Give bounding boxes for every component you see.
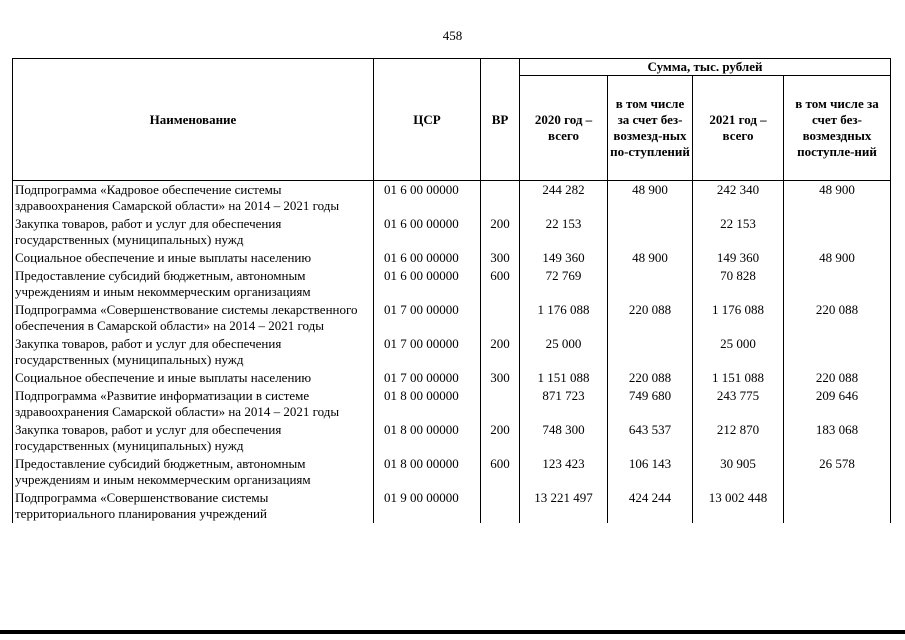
- row-free-2020: 106 143: [608, 455, 693, 489]
- row-name: Закупка товаров, работ и услуг для обеспечения государственных (муниципальных) нужд: [13, 335, 374, 369]
- table-body: [13, 181, 891, 524]
- row-total-2021: 70 828: [693, 267, 784, 301]
- row-total-2021: 22 153: [693, 215, 784, 249]
- row-csr: 01 6 00 00000: [374, 249, 481, 267]
- row-free-2021: 220 088: [784, 301, 891, 335]
- row-total-2020: 149 360: [520, 249, 608, 267]
- row-name: Подпрограмма «Развитие информатизации в системе здравоохранения Самарской области» на 2014 – 2021 годы: [13, 387, 374, 421]
- row-vr: 600: [481, 267, 520, 301]
- row-total-2020: 123 423: [520, 455, 608, 489]
- row-total-2020: 871 723: [520, 387, 608, 421]
- row-csr: 01 7 00 00000: [374, 369, 481, 387]
- table-row: [13, 489, 891, 523]
- row-vr: 600: [481, 455, 520, 489]
- row-free-2020: [608, 335, 693, 369]
- bottom-rule: [0, 630, 905, 634]
- header-free-2021: в том числе за счет без-возмездных поступле-ний: [784, 76, 891, 181]
- row-name: Подпрограмма «Совершенствование системы территориального планирования учреждений: [13, 489, 374, 523]
- header-vr: ВР: [481, 59, 520, 181]
- row-total-2021: 212 870: [693, 421, 784, 455]
- row-free-2020: 424 244: [608, 489, 693, 523]
- row-vr: [481, 181, 520, 216]
- table-row: [13, 249, 891, 267]
- row-vr: [481, 301, 520, 335]
- row-name: Предоставление субсидий бюджетным, автономным учреждениям и иным некоммерческим организациям: [13, 455, 374, 489]
- row-name: Подпрограмма «Кадровое обеспечение системы здравоохранения Самарской области» на 2014 – 2021 годы: [13, 181, 374, 216]
- row-free-2020: 220 088: [608, 301, 693, 335]
- row-free-2021: 183 068: [784, 421, 891, 455]
- row-free-2021: [784, 215, 891, 249]
- row-csr: 01 7 00 00000: [374, 335, 481, 369]
- header-sum-group: Сумма, тыс. рублей: [520, 59, 891, 76]
- row-csr: 01 6 00 00000: [374, 267, 481, 301]
- row-vr: 200: [481, 421, 520, 455]
- row-total-2020: 13 221 497: [520, 489, 608, 523]
- row-name: Социальное обеспечение и иные выплаты населению: [13, 369, 374, 387]
- row-total-2020: 748 300: [520, 421, 608, 455]
- table-row: [13, 181, 891, 216]
- row-free-2021: 209 646: [784, 387, 891, 421]
- row-csr: 01 8 00 00000: [374, 421, 481, 455]
- row-csr: 01 7 00 00000: [374, 301, 481, 335]
- row-free-2021: 48 900: [784, 181, 891, 216]
- budget-table: [12, 58, 891, 523]
- table-row: [13, 215, 891, 249]
- row-total-2021: 25 000: [693, 335, 784, 369]
- row-free-2020: 643 537: [608, 421, 693, 455]
- row-total-2021: 243 775: [693, 387, 784, 421]
- row-free-2021: [784, 335, 891, 369]
- row-csr: 01 6 00 00000: [374, 215, 481, 249]
- row-free-2020: [608, 267, 693, 301]
- row-vr: 200: [481, 335, 520, 369]
- row-total-2021: 1 151 088: [693, 369, 784, 387]
- row-free-2020: [608, 215, 693, 249]
- row-name: Закупка товаров, работ и услуг для обеспечения государственных (муниципальных) нужд: [13, 215, 374, 249]
- row-vr: 200: [481, 215, 520, 249]
- row-free-2021: [784, 267, 891, 301]
- row-total-2021: 1 176 088: [693, 301, 784, 335]
- page-number: 458: [442, 28, 463, 43]
- row-free-2020: 48 900: [608, 249, 693, 267]
- table-row: [13, 267, 891, 301]
- row-total-2021: 149 360: [693, 249, 784, 267]
- table-row: [13, 369, 891, 387]
- table-row: [13, 421, 891, 455]
- row-vr: 300: [481, 249, 520, 267]
- row-vr: [481, 489, 520, 523]
- row-free-2021: [784, 489, 891, 523]
- row-total-2020: 1 151 088: [520, 369, 608, 387]
- row-total-2020: 244 282: [520, 181, 608, 216]
- row-vr: [481, 387, 520, 421]
- row-total-2020: 72 769: [520, 267, 608, 301]
- table-row: [13, 387, 891, 421]
- row-total-2021: 242 340: [693, 181, 784, 216]
- header-csr: ЦСР: [374, 59, 481, 181]
- row-total-2021: 13 002 448: [693, 489, 784, 523]
- row-csr: 01 9 00 00000: [374, 489, 481, 523]
- row-free-2020: 220 088: [608, 369, 693, 387]
- row-csr: 01 8 00 00000: [374, 455, 481, 489]
- row-free-2021: 26 578: [784, 455, 891, 489]
- row-name: Предоставление субсидий бюджетным, автономным учреждениям и иным некоммерческим организациям: [13, 267, 374, 301]
- row-csr: 01 8 00 00000: [374, 387, 481, 421]
- row-total-2021: 30 905: [693, 455, 784, 489]
- row-free-2020: 749 680: [608, 387, 693, 421]
- row-total-2020: 1 176 088: [520, 301, 608, 335]
- table-row: [13, 301, 891, 335]
- table-row: [13, 335, 891, 369]
- row-name: Социальное обеспечение и иные выплаты населению: [13, 249, 374, 267]
- row-csr: 01 6 00 00000: [374, 181, 481, 216]
- header-name: Наименование: [13, 59, 374, 181]
- header-free-2020: в том числе за счет без-возмезд-ных по-ступлений: [608, 76, 693, 181]
- row-free-2020: 48 900: [608, 181, 693, 216]
- row-name: Закупка товаров, работ и услуг для обеспечения государственных (муниципальных) нужд: [13, 421, 374, 455]
- table-header: [13, 59, 891, 181]
- table-row: [13, 455, 891, 489]
- row-total-2020: 25 000: [520, 335, 608, 369]
- row-free-2021: 48 900: [784, 249, 891, 267]
- row-name: Подпрограмма «Совершенствование системы лекарственного обеспечения в Самарской области» на 2014 – 2021 годы: [13, 301, 374, 335]
- header-total-2020: 2020 год – всего: [520, 76, 608, 181]
- row-free-2021: 220 088: [784, 369, 891, 387]
- header-total-2021: 2021 год – всего: [693, 76, 784, 181]
- row-total-2020: 22 153: [520, 215, 608, 249]
- row-vr: 300: [481, 369, 520, 387]
